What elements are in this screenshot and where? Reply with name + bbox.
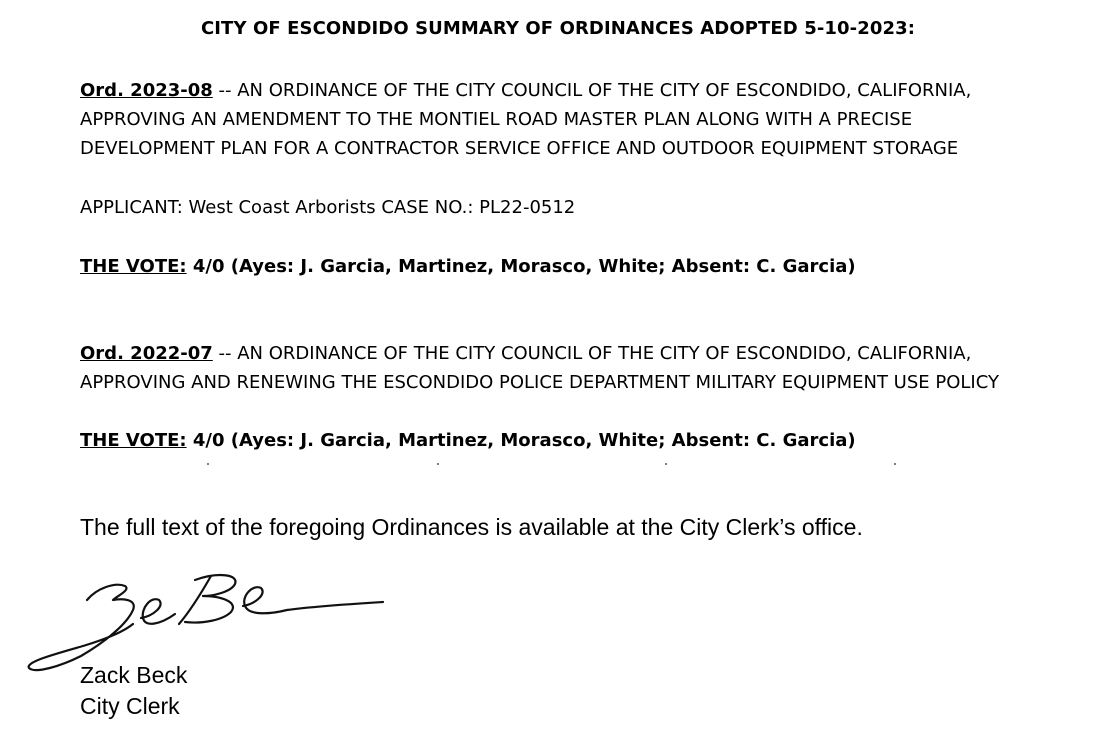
signer-title: City Clerk: [80, 693, 180, 719]
ordinance-2-text-1: -- AN ORDINANCE OF THE CITY COUNCIL OF THE CITY OF ESCONDIDO, CALIFORNIA,: [212, 343, 972, 364]
scan-speck: [437, 463, 439, 465]
signer-block: [80, 660, 187, 722]
scan-speck: [665, 463, 667, 465]
ordinance-1-line-1: [80, 76, 1100, 105]
scan-speck: [207, 463, 209, 465]
ordinance-2-line-2: APPROVING AND RENEWING THE ESCONDIDO POLICE DEPARTMENT MILITARY EQUIPMENT USE POLICY: [80, 372, 999, 393]
scan-speck: [894, 463, 896, 465]
signer-name: Zack Beck: [80, 662, 188, 688]
full-text-note: The full text of the foregoing Ordinances is available at the City Clerk’s office.: [80, 514, 863, 540]
ordinance-1-number: Ord. 2023-08: [80, 80, 213, 101]
ordinance-1-vote-label: THE VOTE:: [80, 256, 187, 277]
ordinance-2-line-1: [80, 339, 1100, 368]
ordinance-1-vote-detail: 4/0 (Ayes: J. Garcia, Martinez, Morasco, White; Absent: C. Garcia): [186, 256, 856, 277]
ordinance-1-line-2: APPROVING AN AMENDMENT TO THE MONTIEL ROAD MASTER PLAN ALONG WITH A PRECISE: [80, 109, 913, 130]
ordinance-1-vote: [80, 252, 1100, 281]
ordinance-1-text-1: -- AN ORDINANCE OF THE CITY COUNCIL OF THE CITY OF ESCONDIDO, CALIFORNIA,: [212, 80, 972, 101]
ordinance-2-description: [80, 339, 1100, 397]
ordinance-1-applicant: APPLICANT: West Coast Arborists CASE NO.: PL22-0512: [80, 197, 576, 218]
page-title: CITY OF ESCONDIDO SUMMARY OF ORDINANCES ADOPTED 5-10-2023:: [200, 18, 916, 39]
ordinance-2-vote: [80, 426, 1100, 455]
ordinance-2-vote-detail: 4/0 (Ayes: J. Garcia, Martinez, Morasco, White; Absent: C. Garcia): [186, 430, 856, 451]
ordinance-1-line-3: DEVELOPMENT PLAN FOR A CONTRACTOR SERVICE OFFICE AND OUTDOOR EQUIPMENT STORAGE: [80, 138, 959, 159]
ordinance-1-description: [80, 76, 1100, 163]
ordinance-2-number: Ord. 2022-07: [80, 343, 213, 364]
ordinance-2-vote-label: THE VOTE:: [80, 430, 187, 451]
